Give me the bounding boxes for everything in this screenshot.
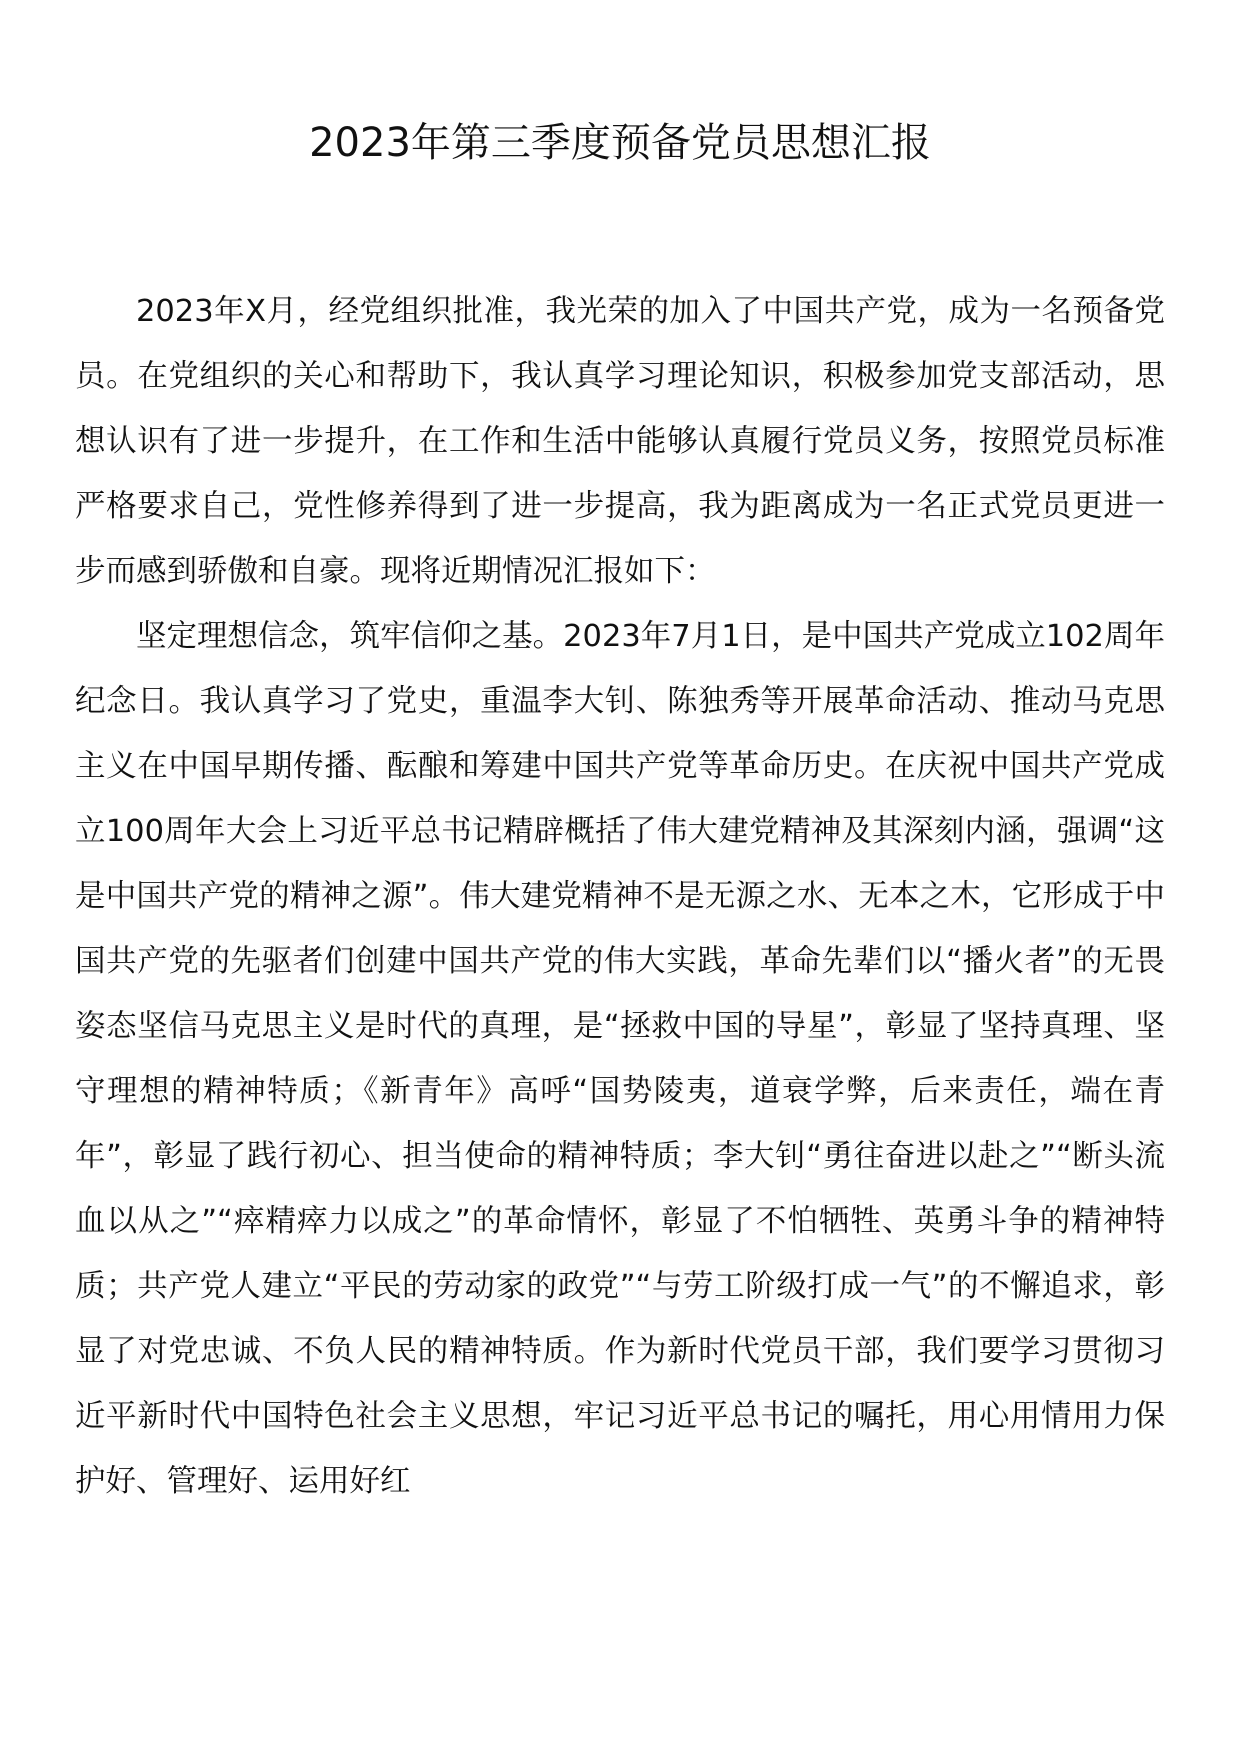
paragraph-ideals: 坚定理想信念，筑牢信仰之基。2023年7月1日，是中国共产党成立102周年纪念日。我认真学习了党史，重温李大钊、陈独秀等开展革命活动、推动马克思主义在中国早期传播、酝酿和筹建中国共产党等革命历史。在庆祝中国共产党成立100周年大会上习近平总书记精辟概括了伟大建党精神及其深刻内涵，强调“这是中国共产党的精神之源”。伟大建党精神不是无源之水、无本之木，它形成于中国共产党的先驱者们创建中国共产党的伟大实践，革命先辈们以“播火者”的无畏姿态坚信马克思主义是时代的真理，是“拯救中国的导星”，彰显了坚持真理、坚守理想的精神特质；《新青年》高呼“国势陵夷，道衰学弊，后来责任，端在青年”，彰显了践行初心、担当使命的精神特质；李大钊“勇往奋进以赴之”“断头流血以从之”“瘁精瘁力以成之”的革命情怀，彰显了不怕牺牲、英勇斗争的精神特质；共产党人建立“平民的劳动家的政党”“与劳工阶级打成一气”的不懈追求，彰显了对党忠诚、不负人民的精神特质。作为新时代党员干部，我们要学习贯彻习近平新时代中国特色社会主义思想，牢记习近平总书记的嘱托，用心用情用力保护好、管理好、运用好红 <box>75 619 1165 1499</box>
paragraph-intro: 2023年X月，经党组织批准，我光荣的加入了中国共产党，成为一名预备党员。在党组织的关心和帮助下，我认真学习理论知识，积极参加党支部活动，思想认识有了进一步提升，在工作和生活中能够认真履行党员义务，按照党员标准严格要求自己，党性修养得到了进一步提高，我为距离成为一名正式党员更进一步而感到骄傲和自豪。现将近期情况汇报如下： <box>75 294 1165 589</box>
document-body <box>75 279 1165 1514</box>
document-title: 2023年第三季度预备党员思想汇报 <box>309 120 931 166</box>
